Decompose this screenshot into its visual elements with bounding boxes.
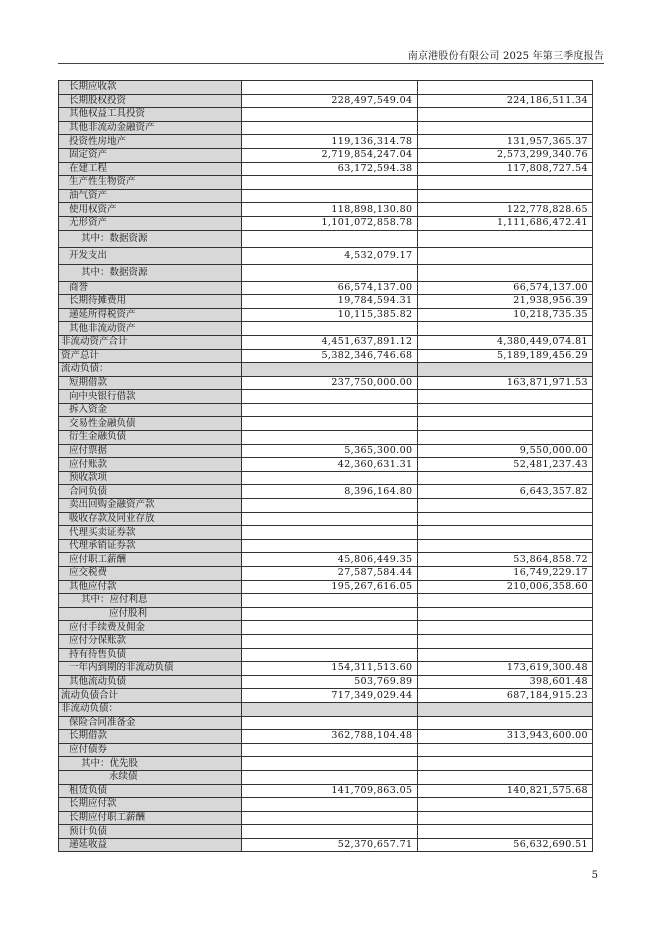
row-label: 流动负债： xyxy=(59,363,242,377)
prior-period-value xyxy=(417,634,593,648)
row-label: 在建工程 xyxy=(59,162,242,176)
table-row xyxy=(59,512,593,526)
current-period-value: 503,769.89 xyxy=(242,675,418,689)
row-label: 流动负债合计 xyxy=(59,689,242,703)
current-period-value: 45,806,449.35 xyxy=(242,553,418,567)
header-divider xyxy=(58,63,604,64)
current-period-value: 27,587,584.44 xyxy=(242,567,418,581)
prior-period-value: 313,943,600.00 xyxy=(417,730,593,744)
table-row xyxy=(59,825,593,839)
table-row xyxy=(59,784,593,798)
table-row xyxy=(59,148,593,162)
row-label: 无形资产 xyxy=(59,216,242,230)
prior-period-value xyxy=(417,798,593,812)
prior-period-value xyxy=(417,648,593,662)
row-label: 递延收益 xyxy=(59,838,242,852)
prior-period-value xyxy=(417,121,593,135)
prior-period-value: 1,111,686,472.41 xyxy=(417,216,593,230)
report-header: 南京港股份有限公司 2025 年第三季度报告 xyxy=(407,51,604,62)
row-label: 其他流动负债 xyxy=(59,675,242,689)
current-period-value: 2,719,854,247.04 xyxy=(242,148,418,162)
prior-period-value: 6,643,357.82 xyxy=(417,485,593,499)
prior-period-value xyxy=(417,363,593,377)
current-period-value xyxy=(242,390,418,404)
table-row xyxy=(59,216,593,230)
table-row xyxy=(59,363,593,377)
current-period-value xyxy=(242,512,418,526)
prior-period-value xyxy=(417,176,593,190)
row-label: 应付分保账款 xyxy=(59,634,242,648)
table-row xyxy=(59,675,593,689)
prior-period-value: 66,574,137.00 xyxy=(417,281,593,295)
current-period-value: 4,451,637,891.12 xyxy=(242,335,418,349)
table-row xyxy=(59,349,593,363)
prior-period-value: 5,189,189,456.29 xyxy=(417,349,593,363)
current-period-value xyxy=(242,499,418,513)
current-period-value xyxy=(242,417,418,431)
table-row xyxy=(59,770,593,784)
table-row xyxy=(59,526,593,540)
row-label: 卖出回购金融资产款 xyxy=(59,499,242,513)
prior-period-value xyxy=(417,512,593,526)
table-row xyxy=(59,417,593,431)
current-period-value xyxy=(242,621,418,635)
row-label: 长期应付款 xyxy=(59,798,242,812)
row-label: 长期应收款 xyxy=(59,81,242,95)
table-row xyxy=(59,94,593,108)
current-period-value: 19,784,594.31 xyxy=(242,295,418,309)
table-row xyxy=(59,308,593,322)
row-label: 长期借款 xyxy=(59,730,242,744)
current-period-value xyxy=(242,825,418,839)
row-label: 衍生金融负债 xyxy=(59,431,242,445)
prior-period-value xyxy=(417,716,593,730)
current-period-value xyxy=(242,176,418,190)
balance-sheet-table xyxy=(58,80,593,852)
prior-period-value: 53,864,858.72 xyxy=(417,553,593,567)
prior-period-value: 117,808,727.54 xyxy=(417,162,593,176)
row-label: 非流动负债： xyxy=(59,702,242,716)
row-label: 保险合同准备金 xyxy=(59,716,242,730)
table-row xyxy=(59,431,593,445)
prior-period-value: 10,218,735.35 xyxy=(417,308,593,322)
current-period-value xyxy=(242,189,418,203)
current-period-value xyxy=(242,716,418,730)
table-row xyxy=(59,730,593,744)
current-period-value xyxy=(242,757,418,771)
current-period-value: 119,136,314.78 xyxy=(242,135,418,149)
table-row xyxy=(59,81,593,95)
prior-period-value xyxy=(417,743,593,757)
prior-period-value: 210,006,358.60 xyxy=(417,580,593,594)
table-row xyxy=(59,499,593,513)
prior-period-value xyxy=(417,526,593,540)
table-row xyxy=(59,108,593,122)
row-label: 其中：应付利息 xyxy=(59,594,242,608)
row-label: 使用权资产 xyxy=(59,203,242,217)
table-row xyxy=(59,634,593,648)
current-period-value xyxy=(242,108,418,122)
page-number: 5 xyxy=(591,870,598,881)
prior-period-value xyxy=(417,108,593,122)
current-period-value xyxy=(242,81,418,95)
row-label: 固定资产 xyxy=(59,148,242,162)
row-label: 预计负债 xyxy=(59,825,242,839)
row-label: 合同负债 xyxy=(59,485,242,499)
prior-period-value xyxy=(417,539,593,553)
table-row xyxy=(59,264,593,281)
current-period-value: 63,172,594.38 xyxy=(242,162,418,176)
table-row xyxy=(59,567,593,581)
row-label: 一年内到期的非流动负债 xyxy=(59,662,242,676)
current-period-value: 4,532,079.17 xyxy=(242,247,418,264)
prior-period-value xyxy=(417,390,593,404)
table-row xyxy=(59,648,593,662)
prior-period-value xyxy=(417,499,593,513)
prior-period-value xyxy=(417,471,593,485)
row-label: 其中：数据资源 xyxy=(59,264,242,281)
current-period-value: 66,574,137.00 xyxy=(242,281,418,295)
table-row xyxy=(59,322,593,336)
current-period-value: 141,709,863.05 xyxy=(242,784,418,798)
row-label: 吸收存款及同业存放 xyxy=(59,512,242,526)
row-label: 其中：优先股 xyxy=(59,757,242,771)
prior-period-value xyxy=(417,607,593,621)
current-period-value: 118,898,130.80 xyxy=(242,203,418,217)
table-row xyxy=(59,621,593,635)
row-label: 应付账款 xyxy=(59,458,242,472)
current-period-value: 362,788,104.48 xyxy=(242,730,418,744)
row-label: 向中央银行借款 xyxy=(59,390,242,404)
table-row xyxy=(59,743,593,757)
row-label: 应付债券 xyxy=(59,743,242,757)
table-row xyxy=(59,594,593,608)
row-label: 应付股利 xyxy=(59,607,242,621)
current-period-value: 154,311,513.60 xyxy=(242,662,418,676)
current-period-value xyxy=(242,431,418,445)
prior-period-value: 16,749,229.17 xyxy=(417,567,593,581)
current-period-value: 10,115,385.82 xyxy=(242,308,418,322)
current-period-value xyxy=(242,363,418,377)
table-row xyxy=(59,716,593,730)
prior-period-value: 140,821,575.68 xyxy=(417,784,593,798)
current-period-value xyxy=(242,471,418,485)
current-period-value xyxy=(242,264,418,281)
prior-period-value xyxy=(417,594,593,608)
prior-period-value: 131,957,365.37 xyxy=(417,135,593,149)
current-period-value xyxy=(242,403,418,417)
prior-period-value xyxy=(417,431,593,445)
row-label: 应交税费 xyxy=(59,567,242,581)
table-row xyxy=(59,403,593,417)
row-label: 交易性金融负债 xyxy=(59,417,242,431)
row-label: 开发支出 xyxy=(59,247,242,264)
row-label: 应付票据 xyxy=(59,444,242,458)
current-period-value xyxy=(242,594,418,608)
row-label: 其他非流动资产 xyxy=(59,322,242,336)
row-label: 持有待售负债 xyxy=(59,648,242,662)
row-label: 生产性生物资产 xyxy=(59,176,242,190)
table-row xyxy=(59,580,593,594)
current-period-value xyxy=(242,526,418,540)
table-row xyxy=(59,471,593,485)
prior-period-value: 52,481,237.43 xyxy=(417,458,593,472)
row-label: 油气资产 xyxy=(59,189,242,203)
balance-sheet-body xyxy=(59,81,593,852)
table-row xyxy=(59,189,593,203)
prior-period-value: 21,938,956.39 xyxy=(417,295,593,309)
row-label: 永续债 xyxy=(59,770,242,784)
current-period-value: 237,750,000.00 xyxy=(242,376,418,390)
row-label: 其他非流动金融资产 xyxy=(59,121,242,135)
table-row xyxy=(59,607,593,621)
row-label: 代理买卖证券款 xyxy=(59,526,242,540)
table-row xyxy=(59,376,593,390)
table-row xyxy=(59,162,593,176)
row-label: 长期待摊费用 xyxy=(59,295,242,309)
table-row xyxy=(59,281,593,295)
table-row xyxy=(59,335,593,349)
table-row xyxy=(59,485,593,499)
current-period-value xyxy=(242,798,418,812)
row-label: 长期应付职工薪酬 xyxy=(59,811,242,825)
current-period-value: 1,101,072,858.78 xyxy=(242,216,418,230)
row-label: 租赁负债 xyxy=(59,784,242,798)
prior-period-value: 173,619,300.48 xyxy=(417,662,593,676)
table-row xyxy=(59,203,593,217)
prior-period-value: 122,778,828.65 xyxy=(417,203,593,217)
prior-period-value: 9,550,000.00 xyxy=(417,444,593,458)
prior-period-value: 2,573,299,340.76 xyxy=(417,148,593,162)
current-period-value: 5,382,346,746.68 xyxy=(242,349,418,363)
table-row xyxy=(59,444,593,458)
prior-period-value xyxy=(417,81,593,95)
table-row xyxy=(59,230,593,247)
row-label: 短期借款 xyxy=(59,376,242,390)
current-period-value: 5,365,300.00 xyxy=(242,444,418,458)
row-label: 其中：数据资源 xyxy=(59,230,242,247)
current-period-value xyxy=(242,322,418,336)
prior-period-value xyxy=(417,417,593,431)
current-period-value xyxy=(242,634,418,648)
current-period-value: 228,497,549.04 xyxy=(242,94,418,108)
table-row xyxy=(59,702,593,716)
row-label: 资产总计 xyxy=(59,349,242,363)
current-period-value xyxy=(242,702,418,716)
prior-period-value: 56,632,690.51 xyxy=(417,838,593,852)
table-row xyxy=(59,458,593,472)
table-row xyxy=(59,135,593,149)
table-row xyxy=(59,390,593,404)
current-period-value: 195,267,616.05 xyxy=(242,580,418,594)
table-row xyxy=(59,662,593,676)
prior-period-value: 224,186,511.34 xyxy=(417,94,593,108)
current-period-value: 8,396,164.80 xyxy=(242,485,418,499)
prior-period-value xyxy=(417,757,593,771)
prior-period-value xyxy=(417,770,593,784)
row-label: 投资性房地产 xyxy=(59,135,242,149)
prior-period-value xyxy=(417,825,593,839)
prior-period-value xyxy=(417,702,593,716)
row-label: 商誉 xyxy=(59,281,242,295)
prior-period-value xyxy=(417,264,593,281)
table-row xyxy=(59,247,593,264)
row-label: 非流动资产合计 xyxy=(59,335,242,349)
current-period-value xyxy=(242,648,418,662)
prior-period-value xyxy=(417,322,593,336)
row-label: 拆入资金 xyxy=(59,403,242,417)
table-row xyxy=(59,121,593,135)
current-period-value xyxy=(242,770,418,784)
table-row xyxy=(59,689,593,703)
row-label: 代理承销证券款 xyxy=(59,539,242,553)
current-period-value xyxy=(242,230,418,247)
current-period-value xyxy=(242,607,418,621)
table-row xyxy=(59,757,593,771)
row-label: 递延所得税资产 xyxy=(59,308,242,322)
prior-period-value xyxy=(417,247,593,264)
table-row xyxy=(59,811,593,825)
prior-period-value: 398,601.48 xyxy=(417,675,593,689)
prior-period-value xyxy=(417,189,593,203)
table-row xyxy=(59,798,593,812)
table-row xyxy=(59,838,593,852)
prior-period-value: 163,871,971.53 xyxy=(417,376,593,390)
table-row xyxy=(59,295,593,309)
row-label: 应付职工薪酬 xyxy=(59,553,242,567)
table-row xyxy=(59,553,593,567)
current-period-value xyxy=(242,811,418,825)
current-period-value: 42,360,631.31 xyxy=(242,458,418,472)
row-label: 长期股权投资 xyxy=(59,94,242,108)
table-row xyxy=(59,539,593,553)
current-period-value xyxy=(242,121,418,135)
current-period-value xyxy=(242,539,418,553)
prior-period-value xyxy=(417,621,593,635)
prior-period-value xyxy=(417,403,593,417)
table-row xyxy=(59,176,593,190)
current-period-value: 52,370,657.71 xyxy=(242,838,418,852)
current-period-value: 717,349,029.44 xyxy=(242,689,418,703)
prior-period-value xyxy=(417,811,593,825)
prior-period-value: 4,380,449,074.81 xyxy=(417,335,593,349)
row-label: 其他权益工具投资 xyxy=(59,108,242,122)
prior-period-value xyxy=(417,230,593,247)
row-label: 其他应付款 xyxy=(59,580,242,594)
current-period-value xyxy=(242,743,418,757)
prior-period-value: 687,184,915.23 xyxy=(417,689,593,703)
row-label: 应付手续费及佣金 xyxy=(59,621,242,635)
row-label: 预收款项 xyxy=(59,471,242,485)
